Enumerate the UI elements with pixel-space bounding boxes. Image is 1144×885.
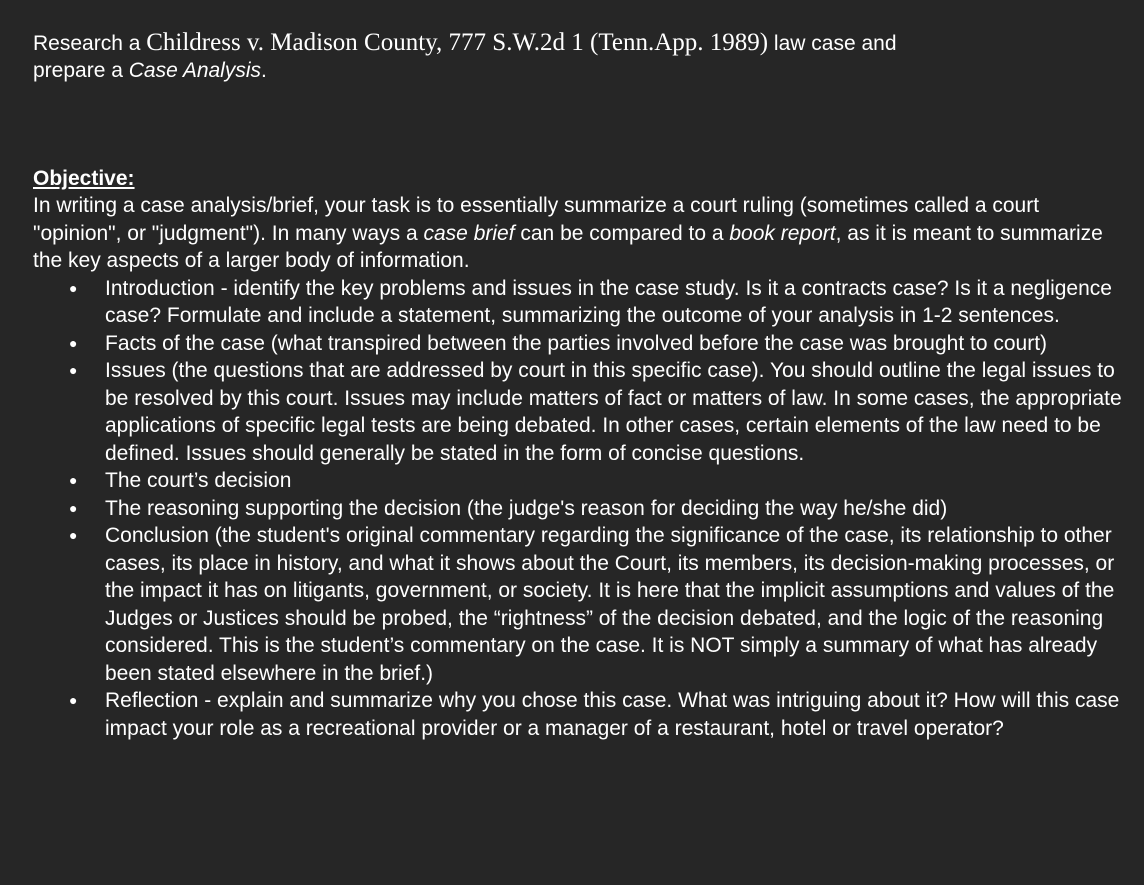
bullet-icon: ●	[69, 279, 78, 296]
bullet-icon: ●	[69, 362, 78, 378]
objective-heading: Objective:	[33, 167, 135, 190]
objective-emphasis-book-report: book report	[729, 221, 836, 245]
intro-suffix: law case and	[768, 32, 897, 55]
list-item	[33, 330, 1123, 358]
intro-line2-suffix: .	[261, 59, 267, 82]
list-item	[33, 522, 1123, 687]
assignment-intro	[33, 29, 1123, 84]
list-item-text: The court’s decision	[105, 469, 292, 492]
requirements-list	[33, 275, 1123, 743]
bullet-icon: ●	[69, 472, 78, 488]
intro-line2-emphasis: Case Analysis	[128, 59, 262, 82]
objective-text-3: , as it is meant to summarize the key aspects of a larger body of information.	[33, 221, 1103, 272]
list-item-text: Conclusion (the student's original commentary regarding the significance of the case, its relationship to other cases, its place in history, and what it shows about the Court, its members, its decision-making processes, or the impact it has on litigants, government, or society. It is here that the implicit assumptions and values of the Judges or Justices should be probed, the “rightness” of the decision debated, and the logic of the reasoning considered. This is the student’s commentary on the case. It is NOT simply a summary of what has already been stated elsewhere in the brief.)	[105, 524, 1115, 685]
case-citation: Childress v. Madison County, 777 S.W.2d 1 (Tenn.App. 1989)	[146, 29, 769, 56]
list-item	[33, 357, 1123, 467]
bullet-icon: ●	[69, 527, 78, 543]
intro-line2-prefix: prepare a	[33, 59, 129, 82]
intro-prefix: Research a	[33, 32, 147, 55]
list-item	[33, 687, 1123, 742]
bullet-icon: ●	[69, 334, 78, 351]
list-item-text: The reasoning supporting the decision (the judge's reason for deciding the way he/she did)	[105, 496, 948, 520]
list-item-text: Issues (the questions that are addressed by court in this specific case). You should outline the legal issues to be resolved by this court. Issues may include matters of fact or matters of law. In some cases, the appropriate applications of specific legal tests are being debated. In other cases, certain elements of the law need to be defined. Issues should generally be stated in the form of concise questions.	[105, 359, 1122, 465]
bullet-icon: ●	[69, 499, 78, 516]
list-item-text: Introduction - identify the key problems and issues in the case study. Is it a contracts case? Is it a negligence case? Formulate and include a statement, summarizing the outcome of your analysis in 1-2 sentences.	[105, 276, 1112, 327]
list-item-text: Facts of the case (what transpired between the parties involved before the case was brought to court)	[105, 331, 1048, 355]
list-item-text: Reflection - explain and summarize why you chose this case. What was intriguing about it? How will this case impact your role as a recreational provider or a manager of a restaurant, hotel or travel operator?	[105, 689, 1120, 740]
list-item	[33, 495, 1123, 523]
objective-paragraph	[33, 192, 1123, 275]
objective-text-1: In writing a case analysis/brief, your task is to essentially summarize a court ruling (sometimes called a court "opinion", or "judgment"). In many ways a	[33, 194, 1040, 245]
bullet-icon: ●	[69, 692, 78, 708]
assignment-document	[33, 29, 1123, 742]
objective-emphasis-case-brief: case brief	[423, 221, 515, 245]
objective-text-2: can be compared to a	[514, 221, 730, 245]
list-item	[33, 467, 1123, 495]
list-item	[33, 275, 1123, 330]
